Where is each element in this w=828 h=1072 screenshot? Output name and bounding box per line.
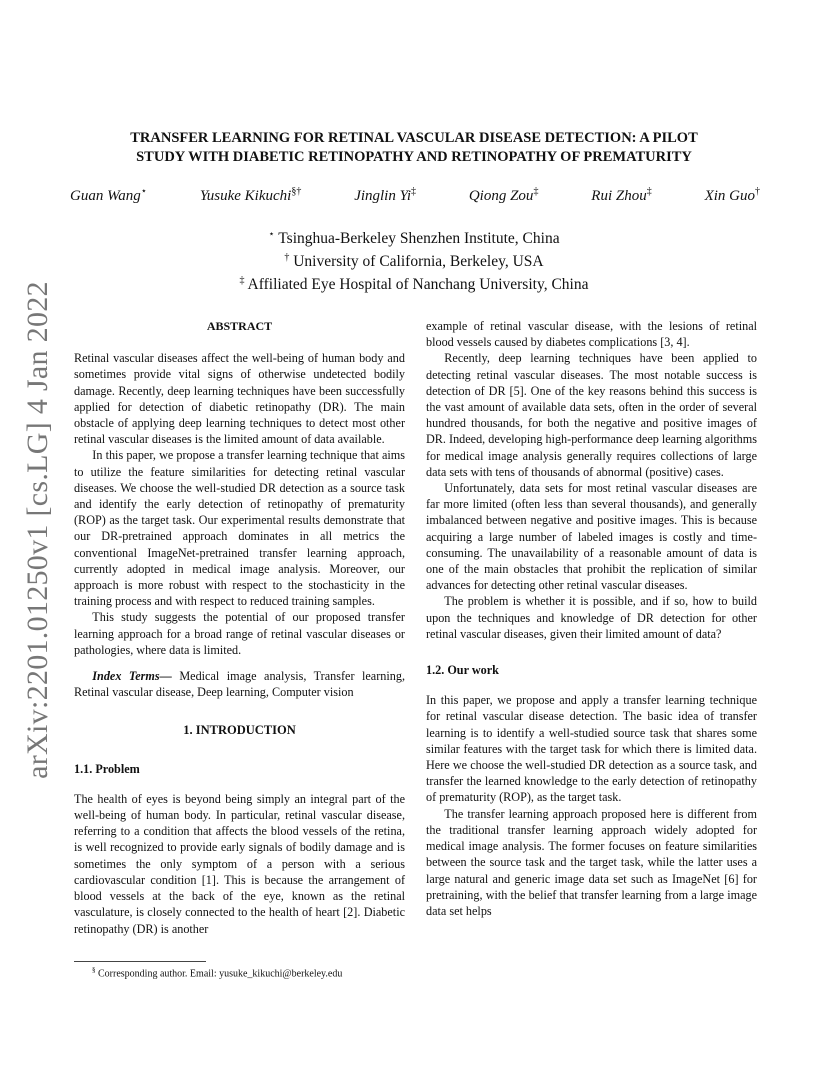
abstract-heading: ABSTRACT xyxy=(206,319,273,333)
abstract-paragraph: Retinal vascular diseases affect the well-being of human body and sometimes provide vital signs of otherwise undetected bodily damage. Recently, deep learning techniques have been successfully applied for detection of diabetic retinopathy (DR). The main obstacle of applying deep learning techniques to detect most other retinal vascular diseases is the limited amount of data available. xyxy=(74,351,405,447)
affiliation: † University of California, Berkeley, USA xyxy=(284,252,544,271)
arxiv-sidebar-stamp xyxy=(18,281,58,779)
section-heading: 1. INTRODUCTION xyxy=(183,723,296,738)
author: Rui Zhou‡ xyxy=(591,186,652,204)
title-line-2: STUDY WITH DIABETIC RETINOPATHY AND RETINOPATHY OF PREMATURITY xyxy=(136,149,692,165)
footnote-divider xyxy=(74,961,206,962)
body-paragraph: The transfer learning approach proposed here is different from the traditional transfer learning approach widely adopted for medical image analysis. The former focuses on feature similarities between the source task and the target task, while the latter uses a large natural and generic image data set such as ImageNet [6] for pretraining, with the belief that transfer learning from a large image data set helps xyxy=(426,806,757,918)
body-paragraph: The health of eyes is beyond being simply an integral part of the well-being of human body. In particular, retinal vascular disease, referring to a condition that affects the blood vessels of the retina, is well recognized to provide early signals of bodily damage and is sometimes the only symptom of a person with a serious cardiovascular condition [1]. This is because the arrangement of blood vessels at the back of the eye, known as the retinal vasculature, is closely connected to the health of heart [2]. Diabetic retinopathy (DR) is another xyxy=(74,791,405,936)
footnote: § Corresponding author. Email: yusuke_kikuchi@berkeley.edu xyxy=(92,966,343,980)
abstract-paragraph: In this paper, we propose a transfer learning technique that aims to utilize the feature similarities for detecting retinal vascular diseases. We choose the well-studied DR detection as a source task and identify the early detection of retinopathy of prematurity (ROP) as the target task. Our experimental results demonstrate that our DR-pretrained approach dominates in all metrics the conventional ImageNet-pretrained transfer learning approach, currently adopted in medical image analysis. Moreover, our approach is more robust with respect to the stochasticity in the training process and with respect to reduced training samples. xyxy=(74,448,405,609)
body-paragraph: Unfortunately, data sets for most retinal vascular diseases are far more limited (often less than several thousands), and generally imbalanced between negative and positive images. This is because acquiring a large number of labeled images is costly and time-consuming. The unavailability of a reasonable amount of data is one of the main obstacles that prohibit the replication of similar advances for detecting other retinal vascular diseases. xyxy=(426,481,757,593)
title-line-1: TRANSFER LEARNING FOR RETINAL VASCULAR DISEASE DETECTION: A PILOT xyxy=(130,130,698,146)
body-paragraph: example of retinal vascular disease, with the lesions of retinal blood vessels caused by diabetes complications [3, 4]. xyxy=(426,319,757,350)
affiliation: ⋆ Tsinghua-Berkeley Shenzhen Institute, China xyxy=(268,229,560,248)
body-paragraph: In this paper, we propose and apply a transfer learning technique for retinal vascular disease detection. The basic idea of transfer learning is to identify a well-studied source task that shares some similar features with the target task for which there is limited data. Here we choose the well-studied DR detection as a source task, and transfer the learned knowledge to the early detection of retinopathy of prematurity (ROP), as the target task. xyxy=(426,693,757,805)
affiliation: ‡ Affiliated Eye Hospital of Nanchang University, China xyxy=(239,275,589,294)
right-column xyxy=(426,318,757,919)
body-paragraph: The problem is whether it is possible, and if so, how to build upon the techniques and knowledge of DR detection for other retinal vascular diseases, given their limited amount of data? xyxy=(426,594,757,641)
footnote-text: Corresponding author. Email: yusuke_kikuchi@berkeley.edu xyxy=(98,968,343,980)
index-terms-text: Medical image analysis, Transfer learning, Retinal vascular disease, Deep learning, Computer vision xyxy=(74,669,405,700)
arxiv-identifier: arXiv:2201.01250v1 [cs.LG] 4 Jan 2022 xyxy=(21,281,54,779)
index-terms xyxy=(74,668,405,700)
subsection-heading: 1.2. Our work xyxy=(426,663,499,678)
abstract-paragraph: This study suggests the potential of our proposed transfer learning approach for a broad range of retinal vascular diseases or pathologies, where data is limited. xyxy=(74,610,405,657)
left-column xyxy=(74,318,405,937)
author: Qiong Zou‡ xyxy=(468,186,539,204)
affiliation-list xyxy=(80,225,748,294)
author: Xin Guo† xyxy=(704,186,760,204)
author-list xyxy=(70,186,760,205)
author: Guan Wang⋆ xyxy=(70,186,147,204)
author: Yusuke Kikuchi§† xyxy=(199,186,302,204)
subsection-heading: 1.1. Problem xyxy=(74,761,140,776)
index-terms-label: Index Terms— xyxy=(92,669,172,684)
author: Jinglin Yi‡ xyxy=(354,186,416,204)
paper-title xyxy=(80,129,748,167)
body-paragraph: Recently, deep learning techniques have been applied to detecting retinal vascular diseases. The most notable success is detection of DR [5]. One of the key reasons behind this success is the vast amount of available data sets, often in the order of several hundred thousands, for both the negative and positive images of DR. Indeed, developing high-performance deep learning algorithms for medical image analysis generally requires collections of large data sets with tens of thousands of abnormal (positive) cases. xyxy=(426,351,757,479)
